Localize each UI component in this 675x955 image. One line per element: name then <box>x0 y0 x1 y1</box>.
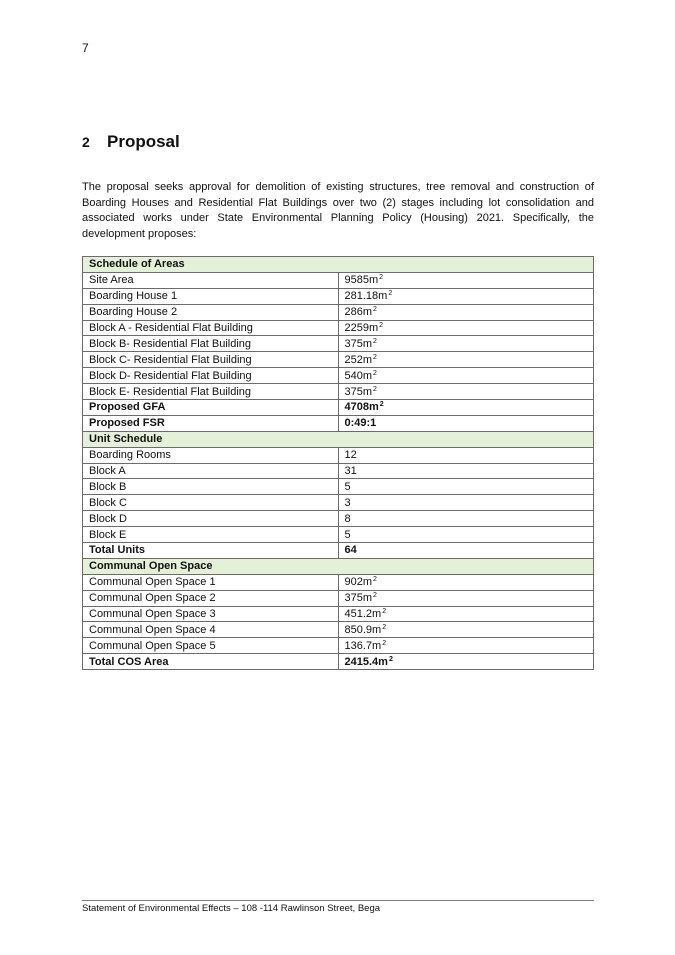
gfa-row <box>83 400 594 416</box>
row-value: $375m^2$ <box>338 590 594 606</box>
total-units-row <box>83 543 594 559</box>
table-row <box>83 590 594 606</box>
table-row <box>83 606 594 622</box>
total-cos-label: Total COS Area <box>83 654 339 670</box>
row-label: Communal Open Space 4 <box>83 622 339 638</box>
row-label: Block D- Residential Flat Building <box>83 368 339 384</box>
page-number: 7 <box>82 41 89 55</box>
table-row <box>83 622 594 638</box>
row-value: 5 <box>338 527 594 543</box>
table-row <box>83 384 594 400</box>
table-row <box>83 272 594 288</box>
table-row <box>83 574 594 590</box>
row-label: Block D <box>83 511 339 527</box>
row-value: $902m^2$ <box>338 574 594 590</box>
total-cos-row <box>83 654 594 670</box>
fsr-row <box>83 415 594 431</box>
row-label: Block E- Residential Flat Building <box>83 384 339 400</box>
table-row <box>83 304 594 320</box>
row-label: Communal Open Space 2 <box>83 590 339 606</box>
row-value: $281.18m^2$ <box>338 288 594 304</box>
table-row <box>83 527 594 543</box>
table-row <box>83 511 594 527</box>
row-value: $136.7m^2$ <box>338 638 594 654</box>
table-section-header <box>83 431 594 447</box>
section-header-cell: Unit Schedule <box>83 431 594 447</box>
intro-paragraph: The proposal seeks approval for demolition of existing structures, tree removal and construction of Boarding Houses and Residential Flat Buildings over two (2) stages including lot consolidation and associated works under State Environmental Planning Policy (Housing) 2021. Specifically, the development proposes: <box>82 181 594 241</box>
row-value: $2259m^2$ <box>338 320 594 336</box>
gfa-label: Proposed GFA <box>83 400 339 416</box>
schedule-table <box>82 256 594 670</box>
row-value: 8 <box>338 511 594 527</box>
row-label: Block C- Residential Flat Building <box>83 352 339 368</box>
row-label: Site Area <box>83 272 339 288</box>
row-value: $375m^2$ <box>338 336 594 352</box>
row-value: $9585m^2$ <box>338 272 594 288</box>
section-number: 2 <box>82 134 90 150</box>
row-value: 3 <box>338 495 594 511</box>
row-label: Communal Open Space 5 <box>83 638 339 654</box>
row-label: Communal Open Space 3 <box>83 606 339 622</box>
table-row <box>83 463 594 479</box>
row-value: $850.9m^2$ <box>338 622 594 638</box>
table-row <box>83 352 594 368</box>
row-value: $375m^2$ <box>338 384 594 400</box>
table-section-header <box>83 558 594 574</box>
table-row <box>83 336 594 352</box>
section-header-cell: Communal Open Space <box>83 558 594 574</box>
section-heading <box>82 132 180 152</box>
footer-text: Statement of Environmental Effects – 108 -114 Rawlinson Street, Bega <box>82 903 381 914</box>
row-label: Block A <box>83 463 339 479</box>
row-value: $540m^2$ <box>338 368 594 384</box>
row-label: Boarding House 1 <box>83 288 339 304</box>
section-header-cell: Schedule of Areas <box>83 257 594 273</box>
row-label: Block B- Residential Flat Building <box>83 336 339 352</box>
table-row <box>83 368 594 384</box>
table-row <box>83 447 594 463</box>
row-label: Block C <box>83 495 339 511</box>
row-label: Boarding House 2 <box>83 304 339 320</box>
table-row <box>83 495 594 511</box>
row-value: 5 <box>338 479 594 495</box>
row-label: Block B <box>83 479 339 495</box>
row-label: Communal Open Space 1 <box>83 574 339 590</box>
table-row <box>83 288 594 304</box>
fsr-label: Proposed FSR <box>83 415 339 431</box>
total-units-label: Total Units <box>83 543 339 559</box>
table-row <box>83 320 594 336</box>
footer-divider <box>82 900 594 901</box>
table-row <box>83 638 594 654</box>
row-value: $252m^2$ <box>338 352 594 368</box>
total-cos-value: $2415.4m^2$ <box>338 654 594 670</box>
total-units-value: 64 <box>338 543 594 559</box>
fsr-value: 0:49:1 <box>338 415 594 431</box>
row-value: $286m^2$ <box>338 304 594 320</box>
row-label: Block E <box>83 527 339 543</box>
row-value: 31 <box>338 463 594 479</box>
table-row <box>83 479 594 495</box>
row-label: Boarding Rooms <box>83 447 339 463</box>
gfa-value: $4708m^2$ <box>338 400 594 416</box>
row-value: $451.2m^2$ <box>338 606 594 622</box>
section-title: Proposal <box>107 132 180 151</box>
row-label: Block A - Residential Flat Building <box>83 320 339 336</box>
row-value: 12 <box>338 447 594 463</box>
table-section-header <box>83 257 594 273</box>
